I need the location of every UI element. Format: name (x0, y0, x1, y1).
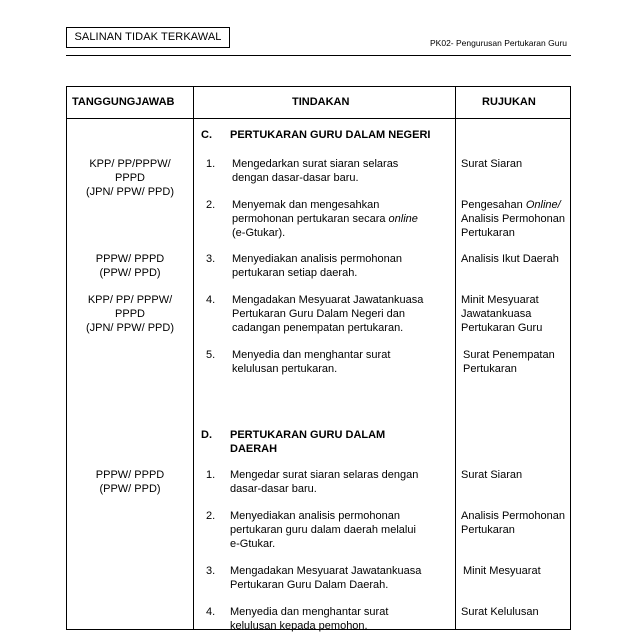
reference-item: Minit Mesyuarat (463, 565, 541, 577)
uncontrolled-copy-stamp: SALINAN TIDAK TERKAWAL (66, 27, 230, 48)
item-number: 2. (206, 199, 216, 211)
document-reference: PK02- Pengurusan Pertukaran Guru (430, 38, 568, 48)
responsibility-group-1: KPP/ PP/PPPW/ PPPD (JPN/ PPW/ PPD) (85, 158, 174, 198)
responsibility-group-3: KPP/ PP/ PPPW/ PPPD (JPN/ PPW/ PPD) (85, 294, 174, 334)
action-item: Mengadakan Mesyuarat Jawatankuasa Pertukaran Guru Dalam Daerah. (230, 565, 422, 591)
item-number: 2. (206, 510, 216, 522)
header-row-divider (67, 118, 570, 119)
action-item: Menyedia dan menghantar surat kelulusan kepada pemohon. (230, 606, 389, 632)
reference-item: Minit Mesyuarat Jawatankuasa Pertukaran Guru (461, 294, 543, 334)
item-number: 3. (206, 565, 216, 577)
reference-item: Surat Siaran (461, 469, 523, 481)
reference-item: Analisis Ikut Daerah (461, 253, 559, 265)
section-c-letter: C. (201, 129, 212, 141)
action-item: Menyedia dan menghantar surat kelulusan pertukaran. (232, 349, 391, 375)
item-number: 3. (206, 253, 216, 265)
action-item: Mengedarkan surat siaran selaras dengan dasar-dasar baru. (232, 158, 399, 184)
reference-item: Surat Kelulusan (461, 606, 539, 618)
reference-item: Surat Siaran (461, 158, 523, 170)
column-header-responsibility: TANGGUNGJAWAB (72, 96, 175, 108)
item-number: 1. (206, 158, 216, 170)
reference-item: Pengesahan Online/ Analisis Permohonan Pertukaran (461, 199, 565, 239)
section-d-title: PERTUKARAN GURU DALAM DAERAH (230, 429, 386, 455)
column-divider-1 (193, 87, 194, 629)
action-item: Menyediakan analisis permohonan pertukaran guru dalam daerah melalui e-Gtukar. (230, 510, 416, 550)
procedure-table (66, 86, 571, 630)
action-item: Mengadakan Mesyuarat Jawatankuasa Pertukaran Guru Dalam Negeri dan cadangan penempatan pertukaran. (232, 294, 424, 334)
responsibility-group-2: PPPW/ PPPD (PPW/ PPD) (95, 253, 165, 279)
reference-item: Analisis Permohonan Pertukaran (461, 510, 565, 536)
item-number: 4. (206, 606, 216, 618)
action-item: Menyemak dan mengesahkan permohonan pertukaran secara online (e-Gtukar). (232, 199, 418, 239)
action-item: Mengedar surat siaran selaras dengan dasar-dasar baru. (230, 469, 419, 495)
header-rule (66, 55, 571, 56)
column-header-reference: RUJUKAN (482, 96, 536, 108)
responsibility-group-4: PPPW/ PPPD (PPW/ PPD) (95, 469, 165, 495)
item-number: 5. (206, 349, 216, 361)
section-c-title: PERTUKARAN GURU DALAM NEGERI (230, 129, 431, 141)
reference-item: Surat Penempatan Pertukaran (463, 349, 555, 375)
column-header-action: TINDAKAN (292, 96, 350, 108)
item-number: 1. (206, 469, 216, 481)
column-divider-2 (455, 87, 456, 629)
action-item: Menyediakan analisis permohonan pertukaran setiap daerah. (232, 253, 402, 279)
section-d-letter: D. (201, 429, 212, 441)
item-number: 4. (206, 294, 216, 306)
